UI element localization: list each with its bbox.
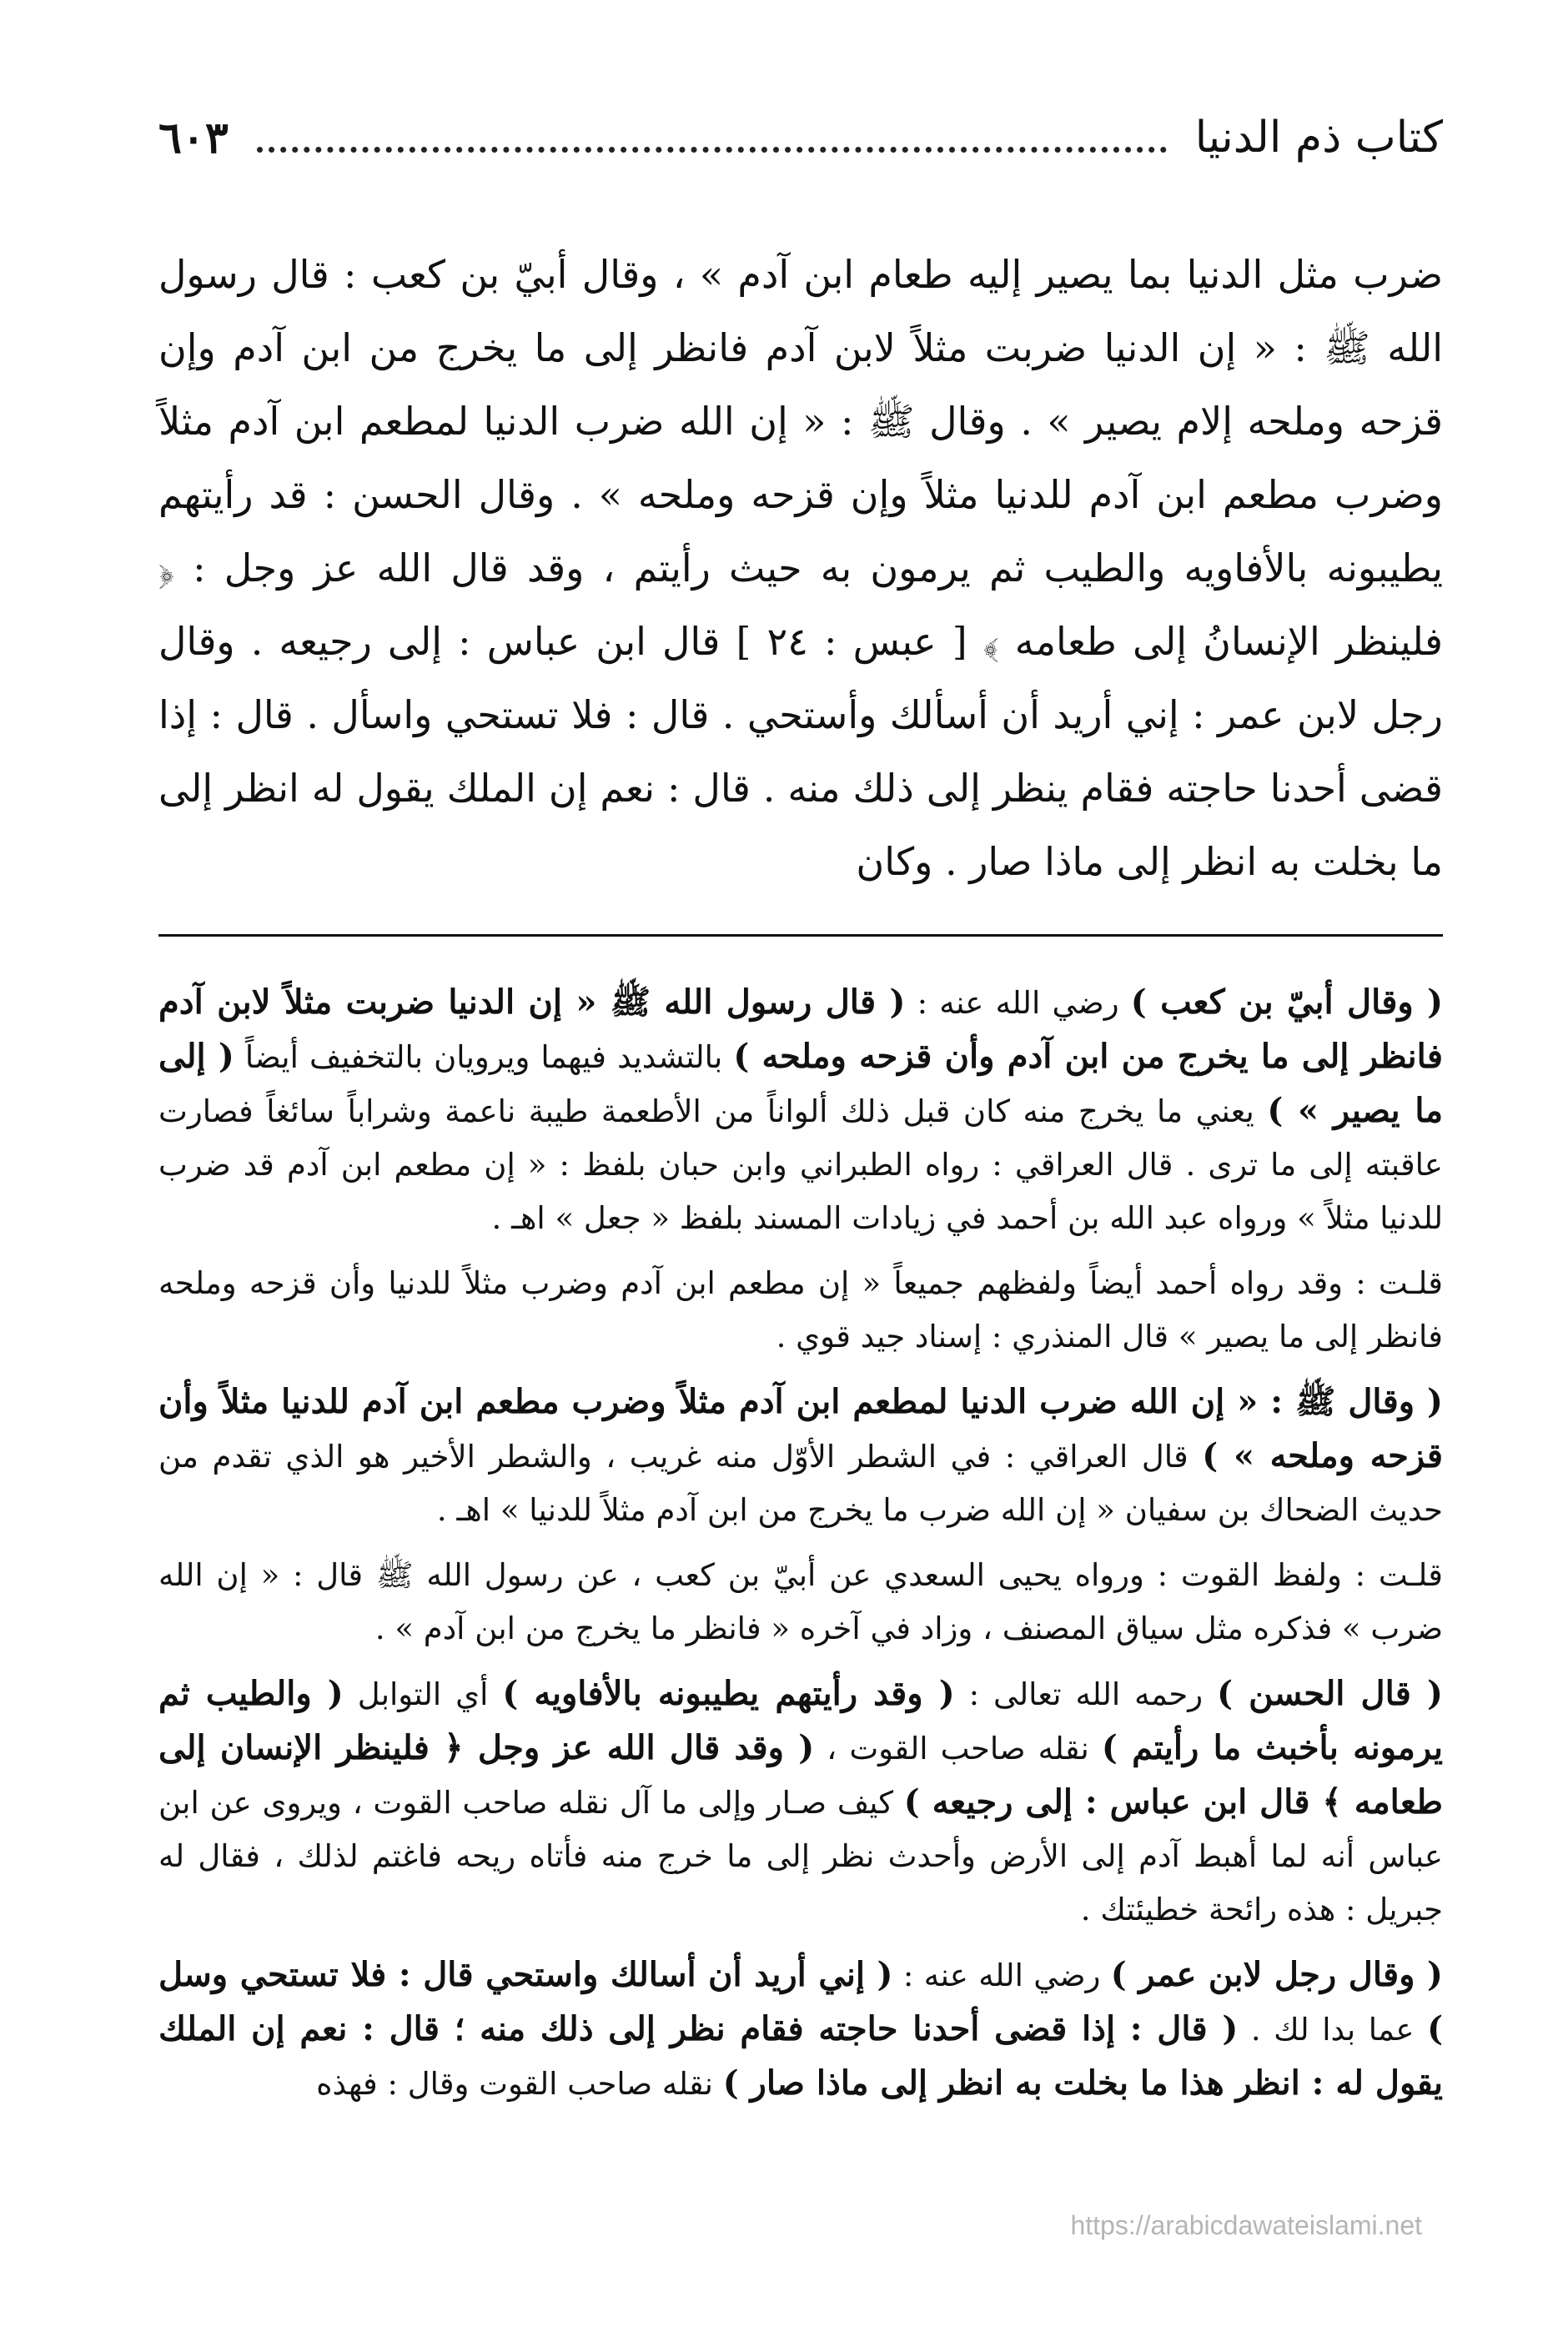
page-number: ٦٠٣ xyxy=(158,112,229,163)
commentary-text: رضي الله عنه : xyxy=(892,1958,1111,1993)
book-page xyxy=(158,108,1443,2244)
commentary-paragraph-4: قلـت : ولفظ القوت : ورواه يحيى السعدي عن أبيّ بن كعب ، عن رسول الله ﷺ قال : « إن الله ضرب » فذكره مثل سياق المصنف ، وزاد في آخره « فانظر ما يخرج من ابن آدم » . xyxy=(158,1557,1443,1646)
quoted-phrase: ( قال الحسن ) xyxy=(1217,1674,1443,1713)
commentary-paragraph-3 xyxy=(158,1375,1443,1537)
quoted-phrase: ( إلى ما يصير » ) xyxy=(158,1037,1444,1130)
quoted-phrase: ( وقد قال الله عز وجل ﴿ فلينظر الإنسان إلى طعامه ﴾ قال ابن عباس : إلى رجيعه ) xyxy=(158,1728,1443,1822)
commentary-paragraph-5 xyxy=(158,1667,1443,1937)
commentary-text: نقله صاحب القوت وقال : فهذه xyxy=(316,2066,723,2102)
commentary-text: أي التوابل xyxy=(343,1676,503,1712)
watermark-url: https://arabicdawateislami.net xyxy=(1070,2210,1422,2240)
quoted-phrase: ( إني أريد أن أسالك واستحي قال : فلا تستحي وسل ) xyxy=(158,1955,1444,2048)
quoted-phrase: ( قال : إذا قضى أحدنا حاجته فقام نظر إلى ذلك منه ؛ قال : نعم إن الملك يقول له : انظر هذا ما بخلت به انظر إلى ماذا صار ) xyxy=(158,2009,1443,2103)
quoted-phrase: ( والطيب ثم يرمونه بأخبث ما رأيتم ) xyxy=(158,1674,1444,1767)
quoted-phrase: ( وقد رأيتهم يطيبونه بالأفاويه ) xyxy=(502,1674,955,1713)
quoted-phrase: ( وقال ﷺ : « إن الله ضرب الدنيا لمطعم ابن آدم مثلاً وضرب مطعم ابن آدم للدنيا مثلاً وأن قزحه وملحه » ) xyxy=(158,1382,1443,1475)
quoted-phrase: ( قال رسول الله ﷺ « إن الدنيا ضربت مثلاً لابن آدم فانظر إلى ما يخرج من ابن آدم وأن قزحه وملحه ) xyxy=(158,983,1443,1076)
commentary-text: رضي الله عنه : xyxy=(905,985,1131,1021)
commentary-text: بالتشديد فيهما ويرويان بالتخفيف أيضاً xyxy=(234,1039,734,1075)
quoted-phrase: ( وقال رجل لابن عمر ) xyxy=(1110,1955,1443,1994)
running-header xyxy=(158,108,1443,167)
commentary-paragraph-6 xyxy=(158,1948,1443,2111)
running-title: كتاب ذم الدنيا xyxy=(1194,113,1443,163)
commentary xyxy=(158,976,1443,2123)
quoted-phrase: ( وقال أبيّ بن كعب ) xyxy=(1130,983,1444,1022)
footnote-separator-rule xyxy=(158,934,1443,937)
commentary-text: نقله صاحب القوت ، xyxy=(814,1731,1102,1767)
commentary-text: عما بدا لك . xyxy=(1238,2012,1428,2048)
commentary-text: رحمه الله تعالى : xyxy=(954,1676,1218,1712)
commentary-paragraph-2: قلـت : وقد رواه أحمد أيضاً ولفظهم جميعاً « إن مطعم ابن آدم وضرب مثلاً للدنيا وأن قزحه وملحه فانظر إلى ما يصير » قال المنذري : إسناد جيد قوي . xyxy=(158,1265,1443,1354)
commentary-paragraph-1 xyxy=(158,976,1443,1245)
commentary-text: قال العراقي : في الشطر الأوّل منه غريب ، والشطر الأخير هو الذي تقدم من حديث الضحاك بن سفيان « إن الله ضرب ما يخرج من ابن آدم مثلاً للدنيا » اهـ . xyxy=(158,1439,1443,1528)
commentary-text: كيف صـار وإلى ما آل نقله صاحب القوت ، ويروى عن ابن عباس أنه لما أهبط آدم إلى الأرض وأحدث نظر إلى ما خرج منه فأتاه ريحه فاغتم لذلك ، فقال له جبريل : هذه رائحة خطيئتك . xyxy=(158,1785,1443,1927)
header-leader-dots xyxy=(257,147,1167,153)
commentary-text: يعني ما يخرج منه كان قبل ذلك ألواناً من الأطعمة طيبة ناعمة وشراباً سائغاً فصارت عاقبته إلى ما ترى . قال العراقي : رواه الطبراني وابن حبان بلفظ : « إن مطعم ابن آدم قد ضرب للدنيا مثلاً » ورواه عبد الله بن أحمد في زيادات المسند بلفظ « جعل » اهـ . xyxy=(158,1093,1443,1236)
main-paragraph: ضرب مثل الدنيا بما يصير إليه طعام ابن آدم » ، وقال أبيّ بن كعب : قال رسول الله ﷺ : « إن الدنيا ضربت مثلاً لابن آدم فانظر إلى ما يخرج من ابن آدم وإن قزحه وملحه إلام يصير » . وقال ﷺ : « إن الله ضرب الدنيا لمطعم ابن آدم مثلاً وضرب مطعم ابن آدم للدنيا مثلاً وإن قزحه وملحه » . وقال الحسن : قد رأيتهم يطيبونه بالأفاويه والطيب ثم يرمون به حيث رأيتم ، وقد قال الله عز وجل : ﴿ فلينظر الإنسانُ إلى طعامه ﴾ [ عبس : ٢٤ ] قال ابن عباس : إلى رجيعه . وقال رجل لابن عمر : إني أريد أن أسألك وأستحي . قال : فلا تستحي واسأل . قال : إذا قضى أحدنا حاجته فقام ينظر إلى ذلك منه . قال : نعم إن الملك يقول له انظر إلى ما بخلت به انظر إلى ماذا صار . وكان xyxy=(158,252,1443,884)
main-text xyxy=(158,238,1443,898)
